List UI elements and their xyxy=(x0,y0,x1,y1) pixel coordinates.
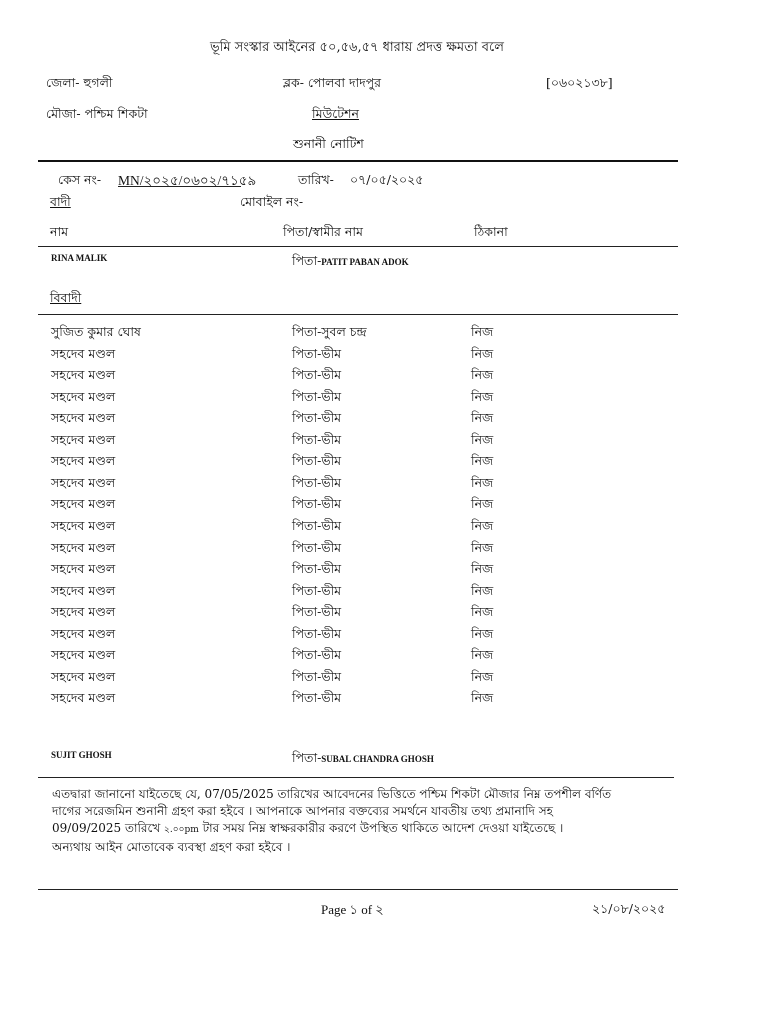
defendant-address: নিজ xyxy=(471,626,494,641)
divider xyxy=(38,889,678,890)
defendant-address: নিজ xyxy=(471,690,494,705)
defendant-name: সহদেব মণ্ডল xyxy=(51,389,116,404)
authority-line: ভূমি সংস্কার আইনের ৫০,৫৬,৫৭ ধারায় প্রদত্ত ক্ষমতা বলে xyxy=(210,40,504,55)
plaintiff-name: RINA MALIK xyxy=(51,253,108,263)
defendant-father: পিতা-ভীম xyxy=(292,410,342,425)
defendant-name: সুজিত কুমার ঘোষ xyxy=(51,324,141,339)
notice-line-3-rest: টার সময় নিম্ন স্বাক্ষরকারীর করণে উপস্থিত থাকিতে আদেশ দেওয়া যাইতেছে । xyxy=(202,821,564,835)
divider xyxy=(38,314,678,315)
divider xyxy=(38,777,674,778)
defendant-address: নিজ xyxy=(471,389,494,404)
defendant-last-father xyxy=(292,750,434,770)
case-number-label: কেস নং- xyxy=(58,172,102,187)
defendant-father: পিতা-ভীম xyxy=(292,389,342,404)
defendant-address: নিজ xyxy=(471,604,494,619)
date-label: তারিখ- xyxy=(298,172,334,187)
defendant-address: নিজ xyxy=(471,453,494,468)
defendant-address: নিজ xyxy=(471,669,494,684)
defendant-father: পিতা-ভীম xyxy=(292,367,342,382)
defendant-name: সহদেব মণ্ডল xyxy=(51,346,116,361)
hearing-time: ২.০০pm xyxy=(164,825,199,835)
defendant-address: নিজ xyxy=(471,346,494,361)
defendant-name: সহদেব মণ্ডল xyxy=(51,453,116,468)
notice-line-2: দাগের সরেজমিন শুনানী গ্রহণ করা হইবে । আপনাকে আপনার বক্তব্যের সমর্থনে যাবতীয় তথ্য প্রমানাদি সহ xyxy=(52,804,553,818)
case-number: MN/২০২৫/০৬০২/৭১৫৯ xyxy=(118,173,257,188)
defendant-address: নিজ xyxy=(471,647,494,662)
defendant-address: নিজ xyxy=(471,583,494,598)
divider xyxy=(38,160,678,162)
defendant-father: পিতা-ভীম xyxy=(292,496,342,511)
plaintiff-father-name: PATIT PABAN ADOK xyxy=(321,257,409,267)
notice-title: শুনানী নোটিশ xyxy=(293,136,364,151)
defendant-father: পিতা-ভীম xyxy=(292,346,342,361)
defendant-address: নিজ xyxy=(471,540,494,555)
defendant-father: পিতা-ভীম xyxy=(292,626,342,641)
notice-paragraph xyxy=(52,786,662,856)
defendant-father: পিতা-সুবল চন্দ্র xyxy=(292,324,367,339)
defendant-father: পিতা-ভীম xyxy=(292,604,342,619)
defendant-name: সহদেব মণ্ডল xyxy=(51,604,116,619)
defendant-address: নিজ xyxy=(471,475,494,490)
column-header-address: ঠিকানা xyxy=(474,224,508,239)
defendant-address: নিজ xyxy=(471,496,494,511)
defendant-name: সহদেব মণ্ডল xyxy=(51,496,116,511)
mouza-code: [০৬০২১৩৮] xyxy=(546,75,613,90)
case-number-underline xyxy=(118,186,241,187)
defendant-last-father-name: SUBAL CHANDRA GHOSH xyxy=(321,754,434,764)
notice-line-1: এতদ্বারা জানানো যাইতেছে যে, 07/05/2025 তারিখের আবেদনের ভিত্তিতে পশ্চিম শিকটা মৌজার নিম্ন তপশীল বর্ণিত xyxy=(52,787,612,801)
defendant-father: পিতা-ভীম xyxy=(292,583,342,598)
defendant-name: সহদেব মণ্ডল xyxy=(51,540,116,555)
defendant-father: পিতা-ভীম xyxy=(292,432,342,447)
divider xyxy=(38,246,678,247)
defendant-address: নিজ xyxy=(471,410,494,425)
page-number: Page ১ of ২ xyxy=(321,902,384,917)
column-header-father: পিতা/স্বামীর নাম xyxy=(283,224,363,239)
defendant-name: সহদেব মণ্ডল xyxy=(51,583,116,598)
hearing-date: 09/09/2025 তারিখে xyxy=(52,821,161,835)
plaintiff-title: বাদী xyxy=(50,194,71,209)
column-header-name: নাম xyxy=(50,224,69,239)
defendant-address: নিজ xyxy=(471,518,494,533)
block-field: ব্লক- পোলবা দাদপুর xyxy=(283,75,382,90)
defendant-name: সহদেব মণ্ডল xyxy=(51,561,116,576)
defendant-name: সহদেব মণ্ডল xyxy=(51,518,116,533)
defendant-father: পিতা-ভীম xyxy=(292,561,342,576)
defendant-address: নিজ xyxy=(471,367,494,382)
defendant-father: পিতা-ভীম xyxy=(292,453,342,468)
defendant-name: সহদেব মণ্ডল xyxy=(51,690,116,705)
subject-title: মিউটেশন xyxy=(312,106,359,121)
defendant-name: সহদেব মণ্ডল xyxy=(51,626,116,641)
defendant-father: পিতা-ভীম xyxy=(292,647,342,662)
defendant-father: পিতা-ভীম xyxy=(292,518,342,533)
father-prefix: পিতা- xyxy=(292,253,322,268)
mobile-label: মোবাইল নং- xyxy=(240,194,304,209)
defendant-name: সহদেব মণ্ডল xyxy=(51,432,116,447)
defendant-address: নিজ xyxy=(471,324,494,339)
defendant-name: সহদেব মণ্ডল xyxy=(51,647,116,662)
defendant-name: সহদেব মণ্ডল xyxy=(51,410,116,425)
defendant-father: পিতা-ভীম xyxy=(292,475,342,490)
defendant-name: সহদেব মণ্ডল xyxy=(51,669,116,684)
defendant-name: সহদেব মণ্ডল xyxy=(51,475,116,490)
notice-line-3 xyxy=(52,820,662,839)
defendant-title: বিবাদী xyxy=(50,290,82,305)
defendant-last-name: SUJIT GHOSH xyxy=(51,750,112,760)
defendant-father: পিতা-ভীম xyxy=(292,540,342,555)
defendant-father: পিতা-ভীম xyxy=(292,690,342,705)
defendant-father: পিতা-ভীম xyxy=(292,669,342,684)
defendant-address: নিজ xyxy=(471,432,494,447)
father-prefix: পিতা- xyxy=(292,750,322,765)
notice-line-4: অন্যথায় আইন মোতাবেক ব্যবস্থা গ্রহণ করা হইবে । xyxy=(52,840,291,854)
date-value: ০৭/০৫/২০২৫ xyxy=(350,172,424,187)
defendant-address: নিজ xyxy=(471,561,494,576)
mouza-field: মৌজা- পশ্চিম শিকটা xyxy=(46,106,148,121)
footer-date: ২১/০৮/২০২৫ xyxy=(592,901,666,916)
plaintiff-father xyxy=(292,253,409,273)
defendant-name: সহদেব মণ্ডল xyxy=(51,367,116,382)
district-field: জেলা- হুগলী xyxy=(46,75,113,90)
